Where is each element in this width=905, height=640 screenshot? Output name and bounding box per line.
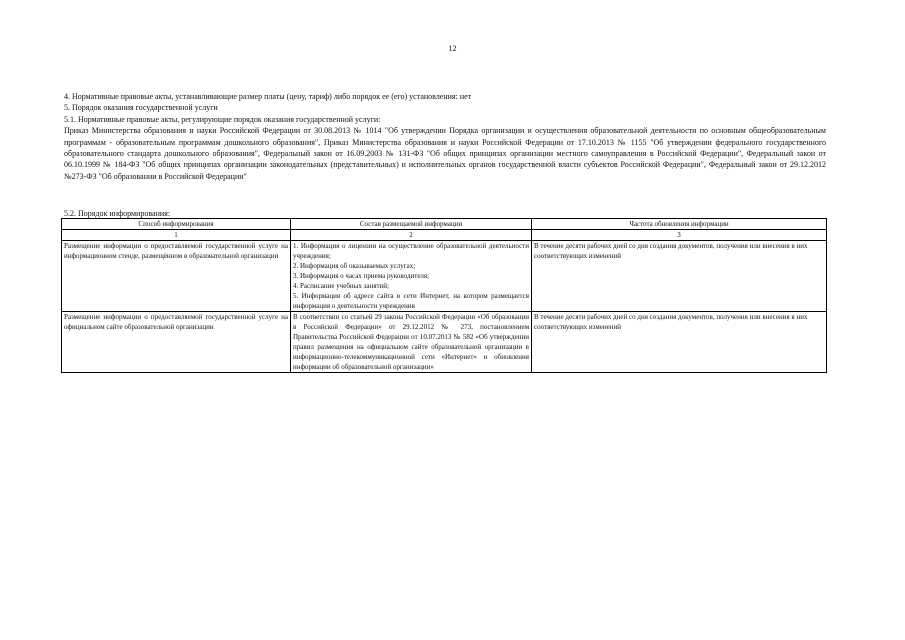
header-content: Состав размещаемой информации	[291, 219, 532, 230]
informing-heading: 5.2. Порядок информирования:	[64, 209, 171, 218]
service-procedure-heading: 5. Порядок оказания государственной услуги	[64, 103, 218, 113]
legal-acts-text: Приказ Министерства образования и науки Российской Федерации от 30.08.2013 № 1014 "Об утверждении Порядка организации и осуществления образовательной деятельности по основным общеобразовательным программам - образовательным программам дошкольного образования", Приказ Министерства образования и науки Российской Федерации от 17.10.2013 № 1155 "Об утверждении федерального государственного образовательного стандарта дошкольного образования", Федеральный закон от 16.09.2003 № 131-ФЗ "Об общих принципах организации местного самоуправления в Российской Федерации", Федеральный закон от 06.10.1999 № 184-ФЗ "Об общих принципах организации законодательных (представительных) и исполнительных органов государственной власти субъектов Российской Федерации", Федеральный закон от 29.12.2012 №273-ФЗ "Об образовании в Российской Федерации"	[64, 126, 826, 181]
content-item: 4. Расписание учебных занятий;	[293, 282, 389, 290]
table-row	[62, 312, 827, 373]
table-number-row	[62, 230, 827, 241]
frequency-cell: В течение десяти рабочих дней со дня создания документов, получения или внесения в них соответствующих изменений	[532, 312, 827, 373]
method-cell: Размещение информации о предоставляемой государственной услуге на информационном стенде, размещённом в образовательной организации	[62, 241, 291, 312]
frequency-cell: В течение десяти рабочих дней со дня создания документов, получения или внесения в них соответствующих изменений	[532, 241, 827, 312]
content-cell	[291, 312, 532, 373]
table-header-row	[62, 219, 827, 230]
intro-section	[64, 91, 826, 182]
column-number: 1	[62, 230, 291, 241]
header-method: Способ информирования	[62, 219, 291, 230]
content-item: 3. Информация о часах приема руководителя;	[293, 272, 430, 280]
legal-acts-heading: 5.1. Нормативные правовые акты, регулирующие порядок оказания государственной услуги:	[64, 114, 381, 124]
header-frequency: Частота обновления информации	[532, 219, 827, 230]
content-item: 1. Информация о лицензии на осуществление образовательной деятельности учреждения;	[293, 242, 529, 260]
informing-table	[61, 218, 827, 373]
content-item: В соответствии со статьей 29 закона Российской Федерации «Об образовании в Российской Федерации» от 29.12.2012 № 273, постановлением Правительства Российской Федерации от 10.07.2013 № 582 «Об утверждении правил размещения на официальном сайте образовательной организации в информационно-телекоммуникационной сети «Интернет» и обновления информации об образовательной организации»	[293, 313, 529, 371]
table-row	[62, 241, 827, 312]
content-item: 2. Информация об оказываемых услугах;	[293, 262, 416, 270]
column-number: 2	[291, 230, 532, 241]
method-cell: Размещение информации о предоставляемой государственной услуге на официальном сайте образовательной организации	[62, 312, 291, 373]
content-item: 5. Информация об адресе сайта в сети Интернет, на котором размещается информация о деятельности учреждения	[293, 292, 529, 310]
page-number: 12	[448, 44, 457, 53]
tariff-acts-line: 4. Нормативные правовые акты, устанавливающие размер платы (цену, тариф) либо порядок ее (его) установления: нет	[64, 92, 472, 101]
content-cell	[291, 241, 532, 312]
column-number: 3	[532, 230, 827, 241]
